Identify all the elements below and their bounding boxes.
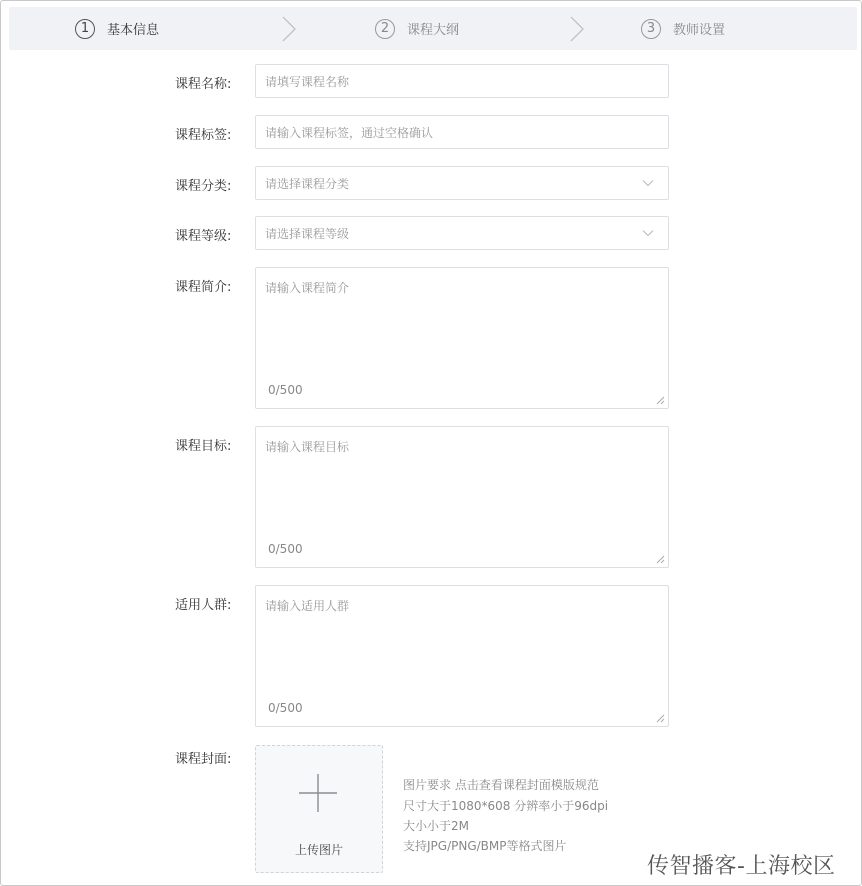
upload-image-button[interactable] xyxy=(255,745,383,873)
step-label: 教师设置 xyxy=(673,23,726,38)
resize-handle-icon[interactable] xyxy=(655,713,665,723)
course-tags-input[interactable] xyxy=(255,115,669,149)
audience-textarea[interactable] xyxy=(255,585,669,727)
watermark: 传智播客-上海校区 xyxy=(647,854,836,879)
course-level-label: 课程等级: xyxy=(175,229,232,244)
audience-label: 适用人群: xyxy=(175,598,232,613)
cover-requirement-template-link[interactable]: 图片要求 点击查看课程封面模版规范 xyxy=(403,778,599,792)
course-category-select[interactable] xyxy=(255,166,669,200)
upload-label: 上传图片 xyxy=(294,843,343,857)
char-count: 0/500 xyxy=(268,701,303,715)
course-name-input[interactable] xyxy=(255,64,669,98)
placeholder: 请填写课程名称 xyxy=(265,74,350,89)
placeholder: 请输入课程目标 xyxy=(265,440,350,454)
step-teacher-settings[interactable] xyxy=(641,7,725,50)
resize-handle-icon[interactable] xyxy=(655,395,665,405)
course-category-label: 课程分类: xyxy=(175,179,232,194)
char-count: 0/500 xyxy=(268,542,303,556)
course-intro-textarea[interactable] xyxy=(255,267,669,409)
cover-requirement-size: 尺寸大于1080*608 分辨率小于96dpi xyxy=(403,799,609,813)
course-intro-label: 课程简介: xyxy=(175,280,232,295)
chevron-right-icon xyxy=(569,16,585,42)
cover-requirement-filesize: 大小小于2M xyxy=(403,819,469,833)
step-basic-info[interactable] xyxy=(75,7,159,50)
step-label: 基本信息 xyxy=(107,23,160,38)
course-level-select[interactable] xyxy=(255,216,669,250)
placeholder: 请输入课程标签，通过空格确认 xyxy=(265,125,434,140)
steps-bar xyxy=(9,7,857,50)
plus-icon xyxy=(299,774,337,812)
course-goal-label: 课程目标: xyxy=(175,439,232,454)
chevron-down-icon xyxy=(642,229,654,237)
step-number: 3 xyxy=(641,19,661,39)
step-course-outline[interactable] xyxy=(375,7,459,50)
placeholder: 请输入适用人群 xyxy=(265,599,350,613)
step-number: 1 xyxy=(75,19,95,39)
chevron-right-icon xyxy=(281,16,297,42)
course-tags-label: 课程标签: xyxy=(175,128,232,143)
placeholder: 请输入课程简介 xyxy=(265,281,350,295)
resize-handle-icon[interactable] xyxy=(655,554,665,564)
course-cover-label: 课程封面: xyxy=(175,752,232,767)
char-count: 0/500 xyxy=(268,383,303,397)
placeholder: 请选择课程等级 xyxy=(265,226,350,241)
course-goal-textarea[interactable] xyxy=(255,426,669,568)
course-name-label: 课程名称: xyxy=(175,77,232,92)
placeholder: 请选择课程分类 xyxy=(265,176,350,191)
step-label: 课程大纲 xyxy=(407,23,460,38)
cover-requirement-format: 支持JPG/PNG/BMP等格式图片 xyxy=(403,839,567,853)
chevron-down-icon xyxy=(642,179,654,187)
step-number: 2 xyxy=(375,19,395,39)
